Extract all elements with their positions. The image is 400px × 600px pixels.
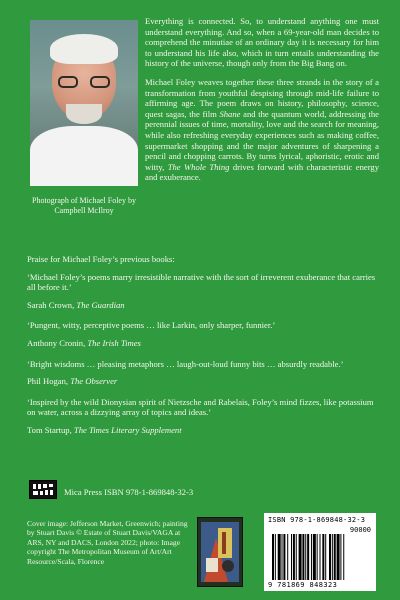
barcode-bar xyxy=(337,534,340,580)
praise-section xyxy=(27,254,377,446)
praise-source: The Guardian xyxy=(76,299,125,310)
barcode-bar xyxy=(307,534,309,580)
publisher-isbn: Mica Press ISBN 978-1-869848-32-3 xyxy=(64,487,194,497)
photo-caption: Photograph of Michael Foley by Campbell McIlroy xyxy=(32,196,136,215)
barcode-bar xyxy=(302,534,304,580)
praise-attribution xyxy=(27,376,377,387)
praise-attribution xyxy=(27,338,377,349)
barcode-bar xyxy=(293,534,295,580)
praise-source: The Observer xyxy=(70,376,118,387)
barcode-bar xyxy=(283,534,285,580)
praise-attribution xyxy=(27,300,377,311)
photo-glasses xyxy=(58,76,110,88)
barcode-digits: 9 781869 848323 xyxy=(268,581,338,589)
barcode-bar xyxy=(296,534,297,580)
blurb-paragraph-1: Everything is connected. So, to understand anything one must understand everything. And so, when a 69-year-old man decides to comprehend the minutiae of an ordinary day it is necessary for him to understand his life also, which in turn entails understanding the history of the universe, though only from the Big Bang on. xyxy=(145,16,379,69)
praise-author: Tom Startup, xyxy=(27,424,72,435)
author-photo xyxy=(30,20,138,186)
barcode-bar xyxy=(275,534,276,580)
barcode-bar xyxy=(325,534,326,580)
praise-quote: ‘Pungent, witty, perceptive poems … like Larkin, only sharper, funnier.’ xyxy=(27,320,276,331)
barcode-bar xyxy=(334,534,336,580)
barcode-bar xyxy=(317,534,318,580)
praise-quote: ‘Bright wisdoms … pleasing metaphors … laugh-out-loud funny bits … absurdly readable.’ xyxy=(27,358,344,369)
barcode-bar xyxy=(287,534,288,580)
barcode-bar xyxy=(343,534,344,580)
barcode-price: 90000 xyxy=(349,526,371,534)
barcode-bar xyxy=(282,534,283,580)
mica-press-logo xyxy=(29,480,57,499)
praise-author: Anthony Cronin, xyxy=(27,337,86,348)
cover-credits: Cover image: Jefferson Market, Greenwich; painting by Stuart Davis © Estate of Stuart Davis/VAGA at ARS, NY and DACS, London 2022; photo: Image copyright The Metropolitan Museum of Art/Art Resource/Scala, Florence xyxy=(27,519,188,566)
blurb-text: and the quantum world, addressing the perennial issues of time, mortality, love and the search for meaning, while also refreshing everyday experiences such as making coffee, supermarket shopping and the major adventures of sharpening a pencil and chopping carrots. By turns lyrical, aphoristic, erotic and witty, xyxy=(145,108,379,172)
praise-heading: Praise for Michael Foley’s previous books: xyxy=(27,254,175,264)
blurb xyxy=(145,16,379,191)
barcode-bar xyxy=(291,534,292,580)
blurb-text: drives forward with characteristic energy and exuberance. xyxy=(145,161,379,183)
praise-author: Phil Hogan, xyxy=(27,376,69,387)
book-title: The Whole Thing xyxy=(167,161,230,172)
barcode-bar xyxy=(320,534,321,580)
barcode-bar xyxy=(322,534,324,580)
barcode xyxy=(264,513,376,591)
barcode-bar xyxy=(313,534,316,580)
blurb-paragraph-2 xyxy=(145,77,379,183)
barcode-bar xyxy=(311,534,312,580)
barcode-bar xyxy=(332,534,333,580)
barcode-bar xyxy=(278,534,281,580)
film-title: Shane xyxy=(219,108,241,119)
cover-painting-thumbnail xyxy=(197,517,243,587)
praise-source: The Irish Times xyxy=(87,337,141,348)
blurb-text: Michael Foley weaves together these three strands in the story of a transformation from youthful despising through mid-life failure to affirming age. The poem draws on history, philosophy, science, quest sagas, the film xyxy=(145,76,379,119)
praise-quote: ‘Inspired by the wild Dionysian spirit of Nietzsche and Rabelais, Foley’s mind fizzes, like potassium on water, across a dizzying array of topics and ideas.’ xyxy=(27,396,374,418)
photo-hair xyxy=(50,34,118,64)
praise-attribution xyxy=(27,425,377,436)
photo-shirt xyxy=(30,126,138,186)
photo-beard xyxy=(66,104,102,124)
barcode-bar xyxy=(272,534,274,580)
praise-quote: ‘Michael Foley’s poems marry irresistible narrative with the sort of irreverent exuberance that carries all before it.’ xyxy=(27,271,376,293)
barcode-bar xyxy=(299,534,302,580)
barcode-bar xyxy=(329,534,331,580)
barcode-isbn: ISBN 978-1-869848-32-3 xyxy=(268,516,366,524)
praise-source: The Times Literary Supplement xyxy=(73,424,182,435)
barcode-bar xyxy=(305,534,306,580)
barcode-bar xyxy=(340,534,341,580)
praise-author: Sarah Crown, xyxy=(27,299,75,310)
barcode-bars xyxy=(272,534,368,580)
